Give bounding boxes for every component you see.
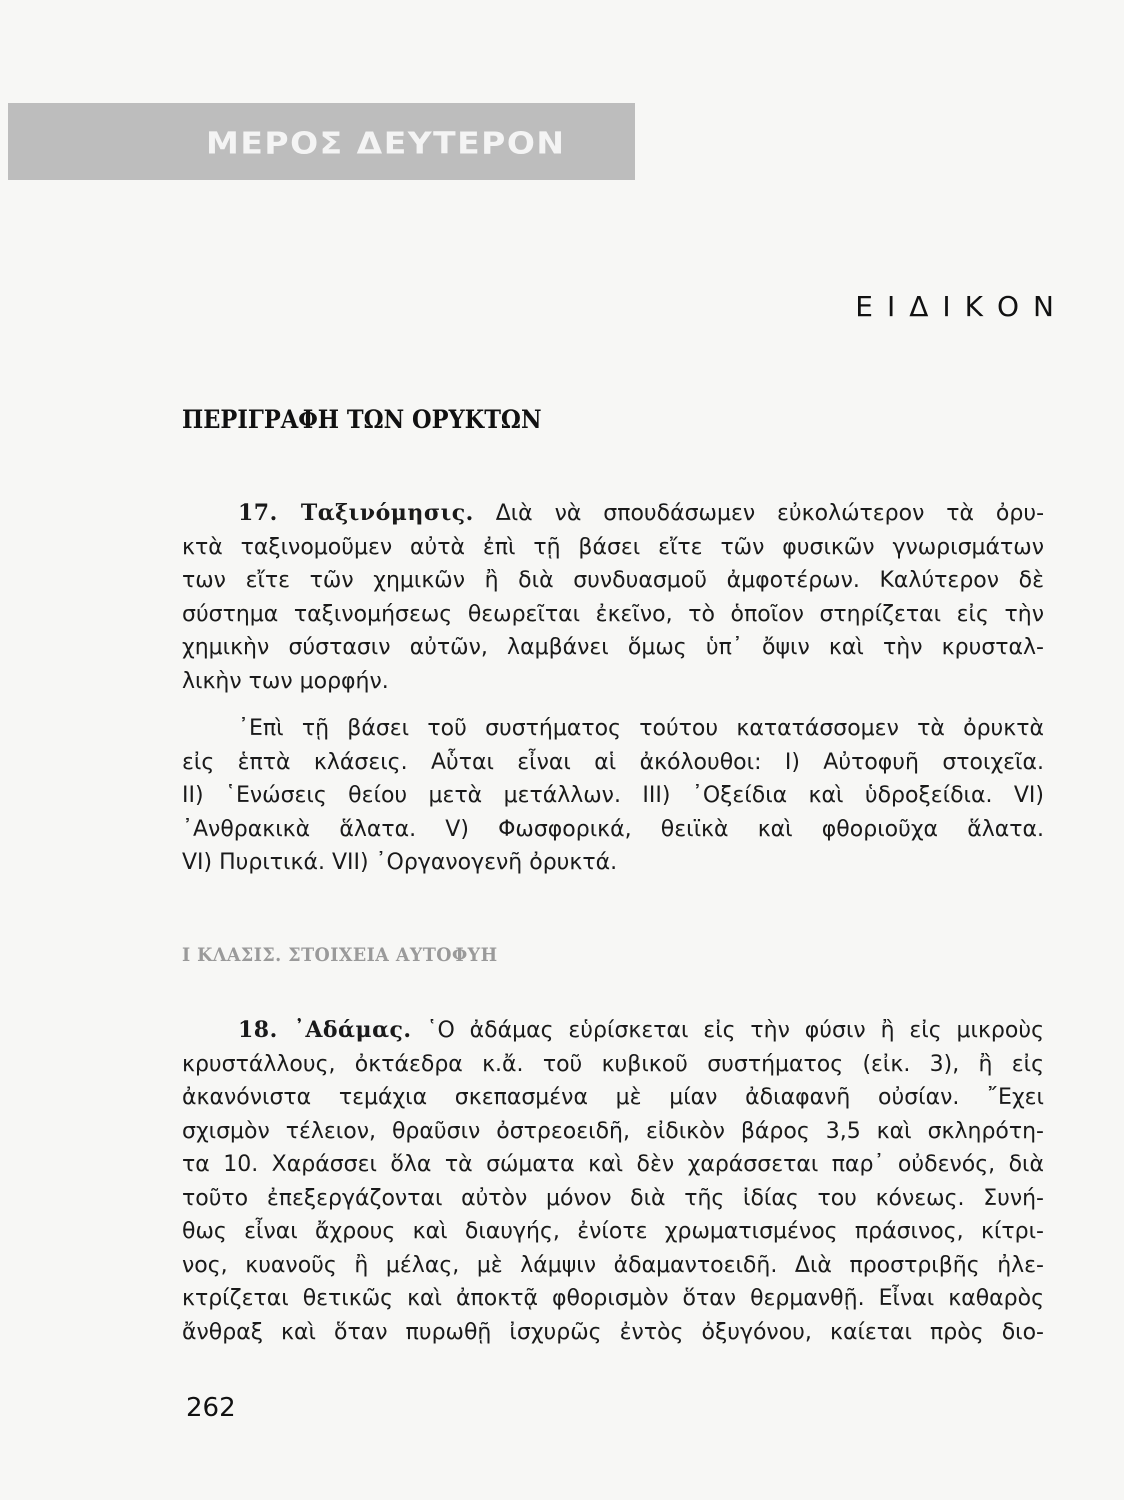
text-line: ῾Ο ἀδάμας εὑρίσκεται εἰς τὴν φύσιν ἢ εἰς μικροὺς	[426, 1018, 1044, 1043]
paragraph-17-heading: 17. Ταξινόμησις.	[238, 500, 474, 526]
text-line: ᾽Επὶ τῇ βάσει τοῦ συστήματος τούτου κατατάσσομεν τὰ ὀρυκτὰ	[238, 716, 1044, 741]
paragraph-18	[182, 1014, 1044, 1349]
paragraph-17	[182, 497, 1044, 698]
text-line: των εἴτε τῶν χημικῶν ἢ διὰ συνδυασμοῦ ἀμφοτέρων. Καλύτερον δὲ	[182, 568, 1044, 593]
text-line: νος, κυανοῦς ἢ μέλας, μὲ λάμψιν ἀδαμαντοειδῆ. Διὰ προστριβῆς ἠλε-	[182, 1252, 1044, 1278]
text-line: λικὴν των μορφήν.	[182, 668, 389, 694]
text-line: Διὰ νὰ σπουδάσωμεν εὐκολώτερον τὰ ὀρυ-	[495, 501, 1045, 526]
text-line: ἀκανόνιστα τεμάχια σκεπασμένα μὲ μίαν ἀδιαφανῆ οὐσίαν. ῎Εχει	[182, 1085, 1044, 1110]
page-number: 262	[186, 1393, 236, 1423]
text-line: II) ῾Ενώσεις θείου μετὰ μετάλλων. III) ᾽Οξείδια καὶ ὑδροξείδια. VI)	[182, 783, 1044, 808]
chapter-title: ΠΕΡΙΓΡΑΦΗ ΤΩΝ ΟΡΥΚΤΩΝ	[182, 405, 542, 434]
text-line: χημικὴν σύστασιν αὐτῶν, λαμβάνει ὅμως ὑπ᾽ ὄψιν καὶ τὴν κρυσταλ-	[182, 635, 1044, 660]
paragraph-classes	[182, 712, 1044, 880]
paragraph-18-heading: 18. ᾽Αδάμας.	[238, 1017, 412, 1043]
text-line: κτὰ ταξινομοῦμεν αὐτὰ ἐπὶ τῇ βάσει εἴτε τῶν φυσικῶν γνωρισμάτων	[182, 534, 1044, 560]
text-line: ἄνθραξ καὶ ὅταν πυρωθῇ ἰσχυρῶς ἐντὸς ὀξυγόνου, καίεται πρὸς διο-	[182, 1319, 1044, 1345]
text-line: κτρίζεται θετικῶς καὶ ἀποκτᾷ φθορισμὸν ὅταν θερμανθῇ. Εἶναι καθαρὸς	[182, 1286, 1044, 1311]
part-banner-title: ΜΕΡΟΣ ΔΕΥΤΕΡΟΝ	[206, 125, 566, 161]
text-line: ᾽Ανθρακικὰ ἅλατα. V) Φωσφορικά, θειϊκὰ καὶ φθοριοῦχα ἅλατα.	[182, 816, 1044, 842]
text-line: τα 10. Χαράσσει ὅλα τὰ σώματα καὶ δὲν χαράσσεται παρ᾽ οὐδενός, διὰ	[182, 1152, 1044, 1177]
subsection-title: I ΚΛΑΣΙΣ. ΣΤΟΙΧΕΙΑ ΑΥΤΟΦΥΗ	[182, 944, 498, 966]
paragraph-17-line-1	[182, 497, 1044, 531]
text-line: σχισμὸν τέλειον, θραῦσιν ὀστρεοειδῆ, εἰδικὸν βάρος 3,5 καὶ σκληρότη-	[182, 1118, 1044, 1144]
text-line: VI) Πυριτικά. VII) ᾽Οργανογενῆ ὀρυκτά.	[182, 850, 618, 875]
part-banner	[8, 103, 635, 180]
text-line: θως εἶναι ἄχρους καὶ διαυγής, ἐνίοτε χρωματισμένος πράσινος, κίτρι-	[182, 1219, 1044, 1244]
text-line: εἰς ἑπτὰ κλάσεις. Αὗται εἶναι αἱ ἀκόλουθοι: I) Αὐτοφυῆ στοιχεῖα.	[182, 749, 1044, 775]
text-line: τοῦτο ἐπεξεργάζονται αὐτὸν μόνον διὰ τῆς ἰδίας του κόνεως. Συνή-	[182, 1185, 1044, 1211]
text-line: κρυστάλλους, ὀκτάεδρα κ.ἄ. τοῦ κυβικοῦ συστήματος (εἰκ. 3), ἢ εἰς	[182, 1051, 1044, 1077]
text-line: σύστημα ταξινομήσεως θεωρεῖται ἐκεῖνο, τὸ ὁποῖον στηρίζεται εἰς τὴν	[182, 601, 1044, 627]
paragraph-18-line-1	[182, 1014, 1044, 1048]
section-title: ΕΙΔΙΚΟΝ	[855, 290, 1068, 323]
